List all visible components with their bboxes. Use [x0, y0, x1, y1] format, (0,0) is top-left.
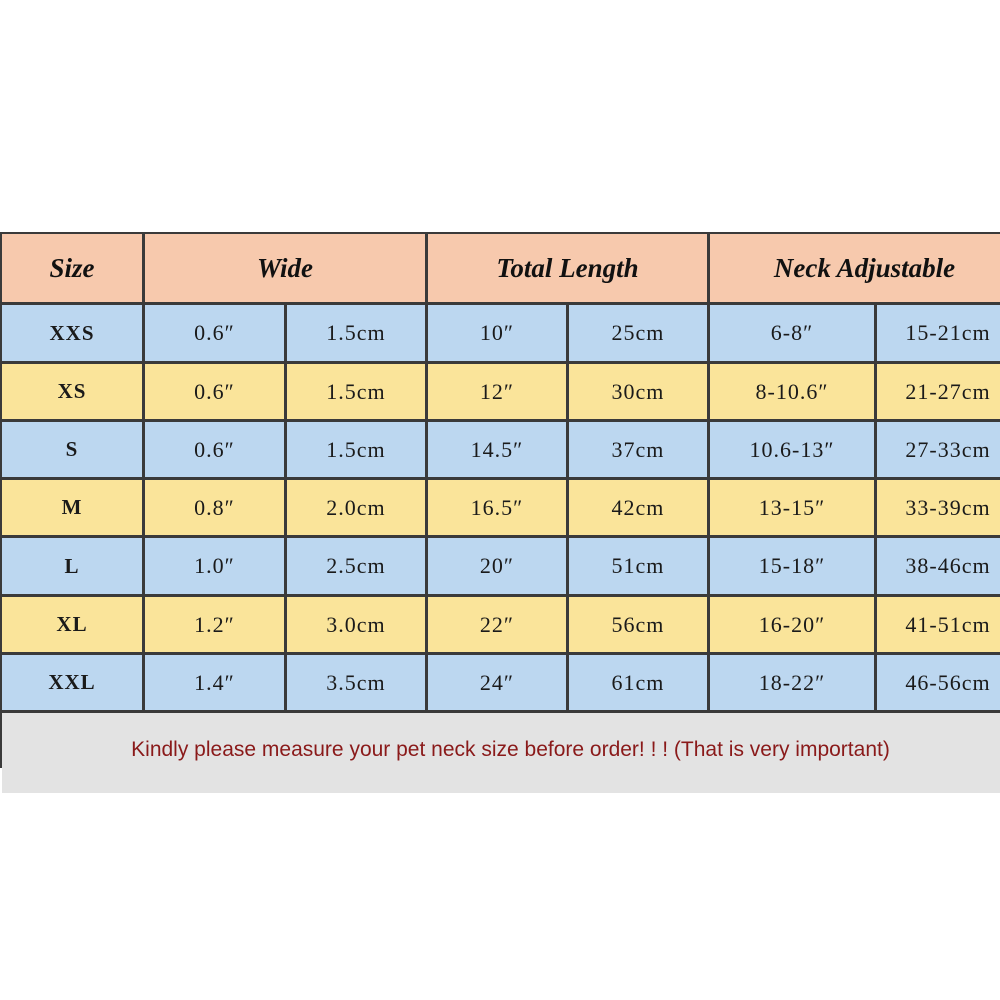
row-wide-cm: 1.5cm: [287, 364, 425, 419]
row-neck-inch: 16-20″: [710, 597, 874, 652]
header-wide: Wide: [145, 234, 425, 302]
measurement-note: Kindly please measure your pet neck size before order! ! ! (That is very important): [2, 713, 1000, 793]
row-wide-cm: 3.0cm: [287, 597, 425, 652]
row-length-inch: 22″: [428, 597, 566, 652]
row-size: S: [2, 422, 142, 477]
row-wide-cm: 3.5cm: [287, 655, 425, 710]
row-wide-cm: 2.0cm: [287, 480, 425, 535]
row-neck-inch: 18-22″: [710, 655, 874, 710]
row-size: XXL: [2, 655, 142, 710]
header-size: Size: [2, 234, 142, 302]
row-wide-inch: 1.2″: [145, 597, 284, 652]
row-length-cm: 30cm: [569, 364, 707, 419]
row-neck-inch: 8-10.6″: [710, 364, 874, 419]
row-length-inch: 20″: [428, 538, 566, 594]
row-size: XXS: [2, 305, 142, 361]
row-wide-cm: 1.5cm: [287, 305, 425, 361]
row-neck-inch: 6-8″: [710, 305, 874, 361]
row-wide-inch: 1.4″: [145, 655, 284, 710]
row-length-cm: 56cm: [569, 597, 707, 652]
row-length-cm: 51cm: [569, 538, 707, 594]
row-wide-inch: 0.6″: [145, 422, 284, 477]
header-total-length: Total Length: [428, 234, 707, 302]
row-wide-inch: 0.6″: [145, 305, 284, 361]
row-length-inch: 16.5″: [428, 480, 566, 535]
row-size: M: [2, 480, 142, 535]
row-wide-inch: 0.6″: [145, 364, 284, 419]
row-size: XS: [2, 364, 142, 419]
row-length-cm: 42cm: [569, 480, 707, 535]
row-neck-inch: 10.6-13″: [710, 422, 874, 477]
size-chart-table: [0, 232, 1000, 768]
row-wide-cm: 1.5cm: [287, 422, 425, 477]
row-length-cm: 37cm: [569, 422, 707, 477]
row-neck-cm: 27-33cm: [877, 422, 1000, 477]
row-neck-cm: 41-51cm: [877, 597, 1000, 652]
row-size: XL: [2, 597, 142, 652]
row-neck-inch: 15-18″: [710, 538, 874, 594]
row-length-inch: 10″: [428, 305, 566, 361]
header-neck-adjustable: Neck Adjustable: [710, 234, 1000, 302]
row-length-inch: 14.5″: [428, 422, 566, 477]
row-wide-inch: 1.0″: [145, 538, 284, 594]
row-neck-cm: 33-39cm: [877, 480, 1000, 535]
row-length-inch: 24″: [428, 655, 566, 710]
row-length-cm: 25cm: [569, 305, 707, 361]
row-wide-cm: 2.5cm: [287, 538, 425, 594]
row-wide-inch: 0.8″: [145, 480, 284, 535]
row-neck-cm: 21-27cm: [877, 364, 1000, 419]
row-size: L: [2, 538, 142, 594]
row-length-inch: 12″: [428, 364, 566, 419]
row-neck-cm: 38-46cm: [877, 538, 1000, 594]
row-neck-cm: 46-56cm: [877, 655, 1000, 710]
row-neck-cm: 15-21cm: [877, 305, 1000, 361]
row-neck-inch: 13-15″: [710, 480, 874, 535]
row-length-cm: 61cm: [569, 655, 707, 710]
